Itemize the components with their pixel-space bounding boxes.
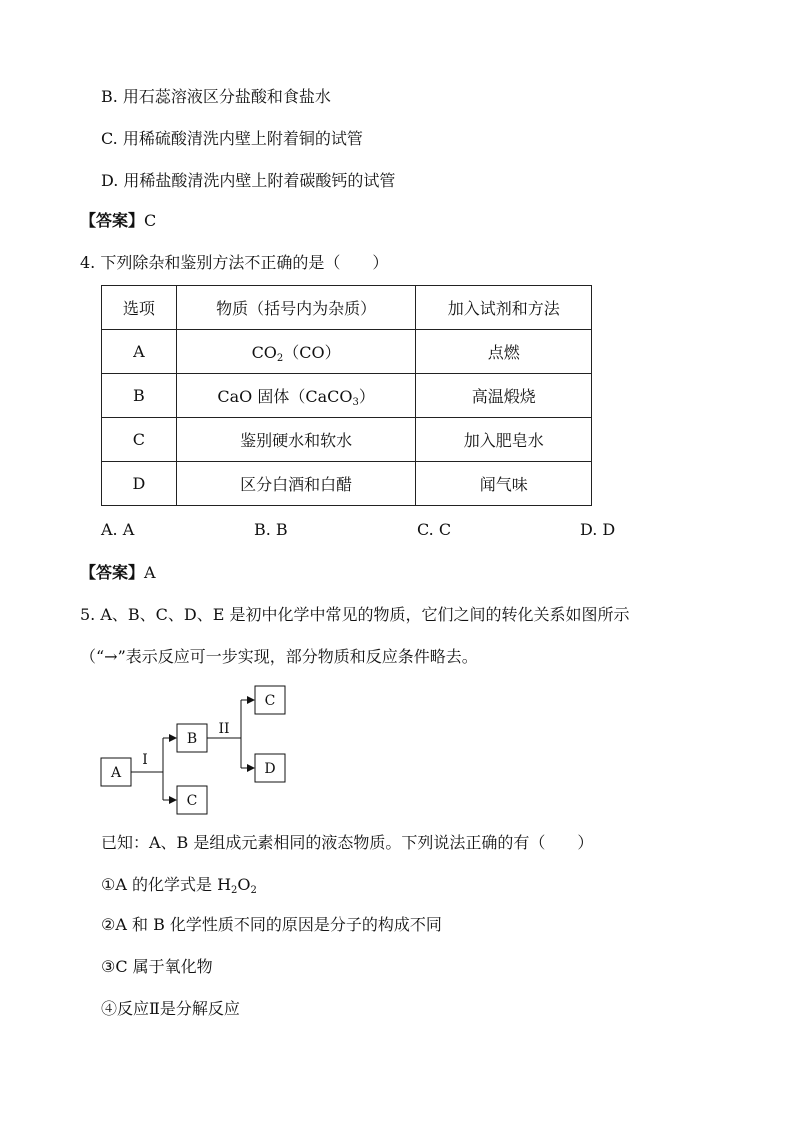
- table-cell-option: A: [102, 330, 177, 374]
- q5-statement-3: ③C 属于氧化物: [101, 957, 213, 976]
- answer-value: C: [144, 211, 157, 230]
- table-row: [102, 462, 592, 506]
- table-row: [102, 330, 592, 374]
- node-d-label: D: [264, 761, 276, 777]
- table-cell-option: C: [102, 418, 177, 462]
- table-header-row: [102, 286, 592, 330]
- table-cell-method: 加入肥皂水: [416, 418, 592, 462]
- q3-option-c: C. 用稀硫酸清洗内壁上附着铜的试管: [101, 129, 363, 148]
- table-row: [102, 374, 592, 418]
- table-header: 物质（括号内为杂质）: [176, 286, 416, 330]
- node-b-label: B: [186, 731, 198, 747]
- table-cell-method: 高温煅烧: [416, 374, 592, 418]
- q5-stem-line1: 5. A、B、C、D、E 是初中化学中常见的物质，它们之间的转化关系如图所示: [80, 605, 630, 624]
- reaction-i-arrows: [131, 738, 176, 800]
- q3-answer: [80, 210, 156, 232]
- q4-stem: 4. 下列除杂和鉴别方法不正确的是（ ）: [80, 253, 389, 272]
- table-cell-substance: 鉴别硬水和软水: [176, 418, 416, 462]
- table-cell-substance: CaO 固体（CaCO$_3$）: [176, 374, 416, 418]
- reaction-ii-arrows: [207, 700, 254, 768]
- answer-label: 【答案】: [80, 211, 145, 230]
- q4-table: [101, 285, 592, 506]
- reaction-ii-label: II: [218, 721, 230, 737]
- q5-statement-2: ②A 和 B 化学性质不同的原因是分子的构成不同: [101, 915, 442, 934]
- q5-stem-line2: （“→”表示反应可一步实现，部分物质和反应条件略去。: [80, 647, 478, 666]
- choice-b: B. B: [254, 520, 288, 539]
- node-c-top-label: C: [264, 693, 276, 709]
- q4-answer: [80, 562, 156, 584]
- q5-statement-4: ④反应Ⅱ是分解反应: [101, 999, 240, 1018]
- table-row: [102, 418, 592, 462]
- table-cell-method: 闻气味: [416, 462, 592, 506]
- node-a-label: A: [110, 765, 122, 781]
- table-cell-option: B: [102, 374, 177, 418]
- table-cell-substance: 区分白酒和白醋: [176, 462, 416, 506]
- node-c-bottom-label: C: [186, 793, 198, 809]
- q4-choices: [101, 520, 661, 542]
- reaction-i-label: I: [142, 752, 148, 768]
- q5-statement-1: ①A 的化学式是 $H_2O_2$: [101, 875, 257, 896]
- conversion-diagram: [95, 680, 295, 820]
- q5-known: 已知：A、B 是组成元素相同的液态物质。下列说法正确的有（ ）: [101, 833, 594, 852]
- table-cell-option: D: [102, 462, 177, 506]
- table-header: 加入试剂和方法: [416, 286, 592, 330]
- table-cell-method: 点燃: [416, 330, 592, 374]
- table-cell-substance: $CO_2(CO)$: [176, 330, 416, 374]
- q3-option-d: D. 用稀盐酸清洗内壁上附着碳酸钙的试管: [101, 171, 396, 190]
- choice-d: D. D: [580, 520, 616, 539]
- table-header: 选项: [102, 286, 177, 330]
- answer-value: A: [144, 563, 156, 582]
- choice-c: C. C: [417, 520, 452, 539]
- choice-a: A. A: [101, 520, 135, 539]
- answer-label: 【答案】: [80, 563, 145, 582]
- q3-option-b: B. 用石蕊溶液区分盐酸和食盐水: [101, 87, 331, 106]
